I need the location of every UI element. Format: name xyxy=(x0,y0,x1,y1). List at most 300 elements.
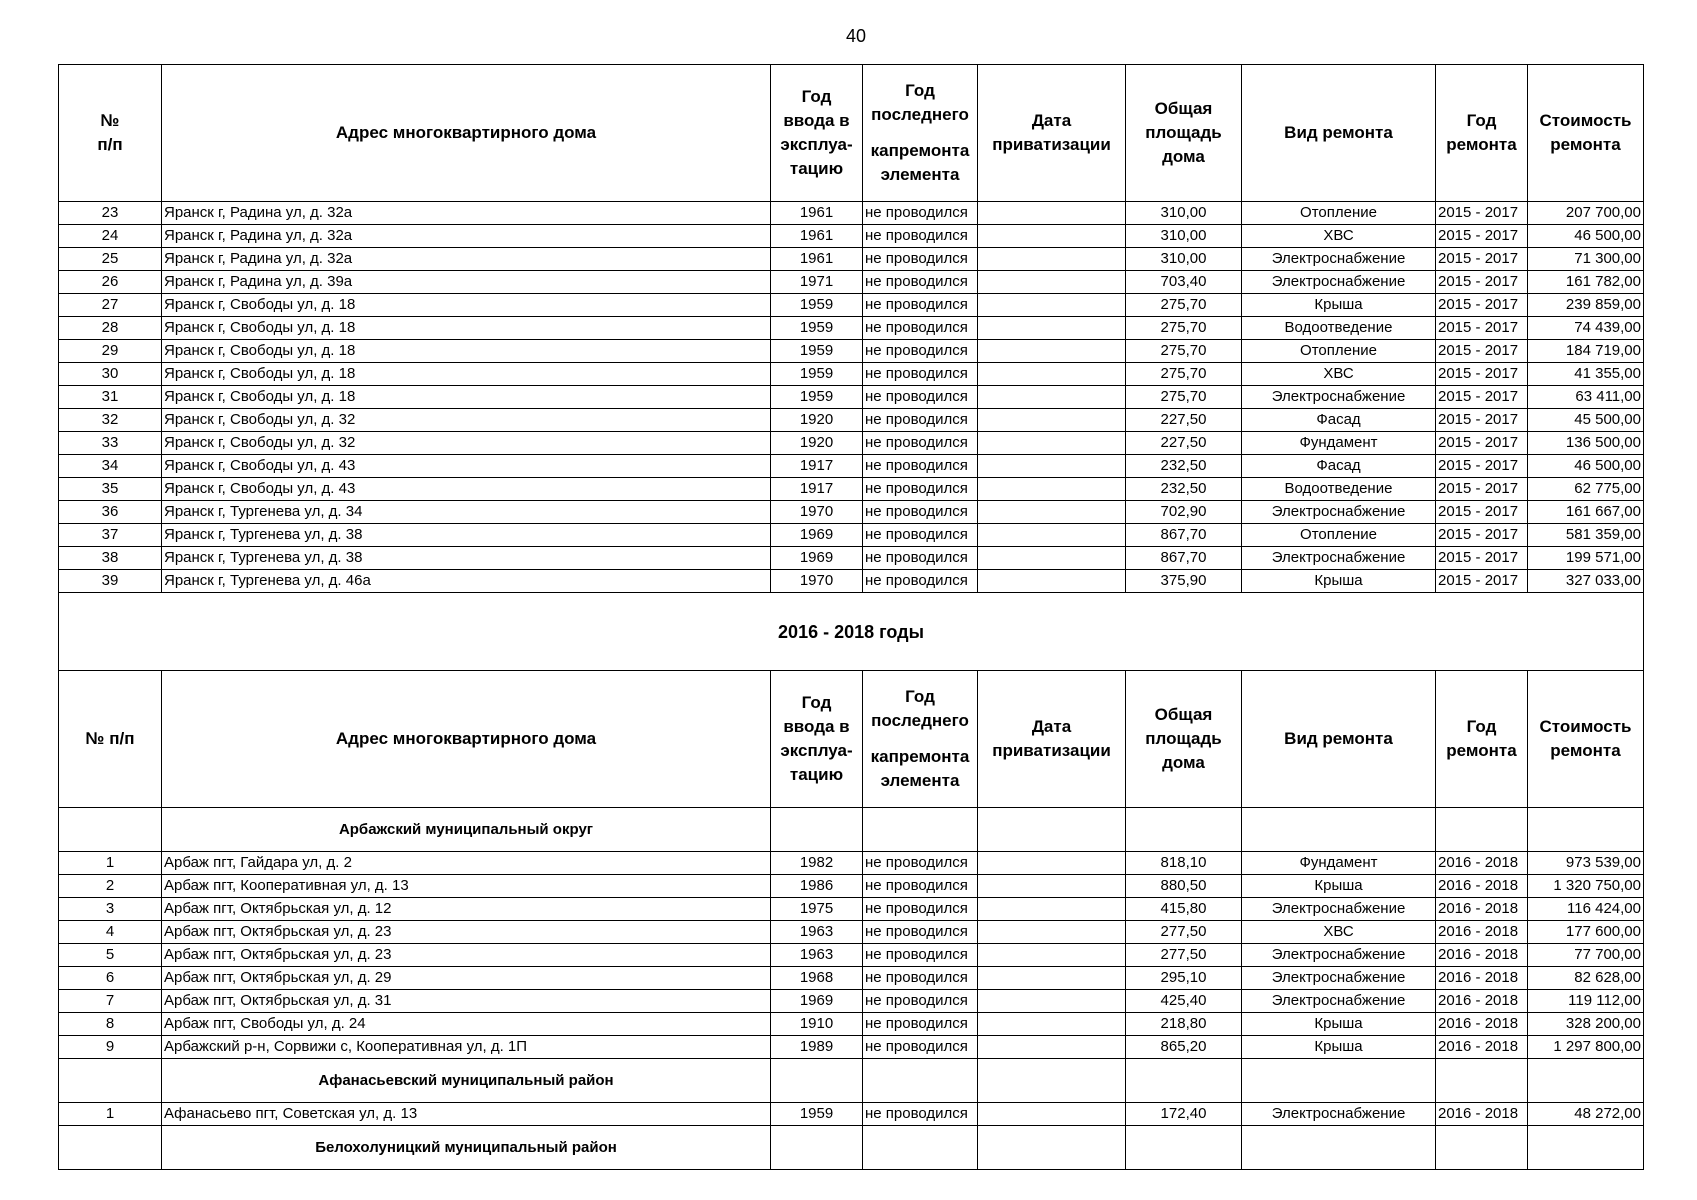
row-repair-kind: Водоотведение xyxy=(1242,478,1436,501)
row-address: Арбаж пгт, Октябрьская ул, д. 23 xyxy=(162,944,771,967)
header-line: ввода в xyxy=(783,717,850,736)
row-address: Арбаж пгт, Кооперативная ул, д. 13 xyxy=(162,875,771,898)
row-year-built: 1959 xyxy=(771,1103,863,1126)
row-address: Яранск г, Свободы ул, д. 32 xyxy=(162,409,771,432)
row-number: 4 xyxy=(59,921,162,944)
region-empty-cell xyxy=(1528,1059,1644,1103)
row-last-repair: не проводился xyxy=(863,340,978,363)
table-row xyxy=(59,921,1644,944)
row-privatization xyxy=(978,875,1126,898)
row-privatization xyxy=(978,432,1126,455)
table-row xyxy=(59,294,1644,317)
header-line: приватизации xyxy=(992,135,1111,154)
row-number: 38 xyxy=(59,547,162,570)
row-last-repair: не проводился xyxy=(863,386,978,409)
row-year-built: 1963 xyxy=(771,944,863,967)
row-repair-period: 2016 - 2018 xyxy=(1436,944,1528,967)
row-cost: 1 297 800,00 xyxy=(1528,1036,1644,1059)
row-address: Яранск г, Радина ул, д. 32а xyxy=(162,248,771,271)
row-cost: 41 355,00 xyxy=(1528,363,1644,386)
row-year-built: 1982 xyxy=(771,852,863,875)
row-last-repair: не проводился xyxy=(863,225,978,248)
row-last-repair: не проводился xyxy=(863,1013,978,1036)
row-number: 34 xyxy=(59,455,162,478)
row-privatization xyxy=(978,547,1126,570)
row-number: 2 xyxy=(59,875,162,898)
row-last-repair: не проводился xyxy=(863,1036,978,1059)
row-privatization xyxy=(978,386,1126,409)
header-last-repair xyxy=(863,65,978,202)
row-privatization xyxy=(978,271,1126,294)
row-cost: 327 033,00 xyxy=(1528,570,1644,593)
header-cost xyxy=(1528,65,1644,202)
row-cost: 63 411,00 xyxy=(1528,386,1644,409)
row-area: 415,80 xyxy=(1126,898,1242,921)
row-cost: 177 600,00 xyxy=(1528,921,1644,944)
row-repair-period: 2015 - 2017 xyxy=(1436,294,1528,317)
row-area: 703,40 xyxy=(1126,271,1242,294)
row-repair-kind: ХВС xyxy=(1242,921,1436,944)
header-line: приватизации xyxy=(992,741,1111,760)
row-number: 3 xyxy=(59,898,162,921)
header-line: элемента xyxy=(880,771,960,790)
row-address: Яранск г, Свободы ул, д. 18 xyxy=(162,340,771,363)
header-line: элемента xyxy=(880,165,960,184)
table-row xyxy=(59,1013,1644,1036)
row-privatization xyxy=(978,363,1126,386)
table-row xyxy=(59,944,1644,967)
row-address: Арбаж пгт, Свободы ул, д. 24 xyxy=(162,1013,771,1036)
row-address: Яранск г, Тургенева ул, д. 34 xyxy=(162,501,771,524)
row-repair-period: 2015 - 2017 xyxy=(1436,478,1528,501)
row-privatization xyxy=(978,478,1126,501)
row-cost: 46 500,00 xyxy=(1528,225,1644,248)
header-privatization xyxy=(978,671,1126,808)
header-line: площадь xyxy=(1145,123,1222,142)
row-year-built: 1970 xyxy=(771,570,863,593)
row-cost: 45 500,00 xyxy=(1528,409,1644,432)
row-number: 35 xyxy=(59,478,162,501)
row-repair-kind: Электроснабжение xyxy=(1242,547,1436,570)
table-row xyxy=(59,852,1644,875)
row-number: 24 xyxy=(59,225,162,248)
row-address: Яранск г, Радина ул, д. 32а xyxy=(162,225,771,248)
row-cost: 74 439,00 xyxy=(1528,317,1644,340)
region-empty-cell xyxy=(863,1126,978,1170)
row-cost: 1 320 750,00 xyxy=(1528,875,1644,898)
row-privatization xyxy=(978,317,1126,340)
header-repair-kind: Вид ремонта xyxy=(1242,671,1436,808)
region-title: Афанасьевский муниципальный район xyxy=(162,1059,771,1103)
header-line: ремонта xyxy=(1550,135,1621,154)
row-area: 867,70 xyxy=(1126,547,1242,570)
row-year-built: 1986 xyxy=(771,875,863,898)
row-last-repair: не проводился xyxy=(863,478,978,501)
row-repair-kind: ХВС xyxy=(1242,363,1436,386)
header-row xyxy=(59,671,1644,808)
header-year-built xyxy=(771,671,863,808)
row-repair-kind: Фундамент xyxy=(1242,432,1436,455)
table-row xyxy=(59,202,1644,225)
row-address: Яранск г, Свободы ул, д. 43 xyxy=(162,478,771,501)
row-cost: 46 500,00 xyxy=(1528,455,1644,478)
row-privatization xyxy=(978,990,1126,1013)
header-line: Стоимость xyxy=(1539,717,1632,736)
row-cost: 184 719,00 xyxy=(1528,340,1644,363)
row-last-repair: не проводился xyxy=(863,501,978,524)
row-number: 1 xyxy=(59,1103,162,1126)
row-repair-period: 2016 - 2018 xyxy=(1436,1013,1528,1036)
header-line: Стоимость xyxy=(1539,111,1632,130)
row-repair-period: 2015 - 2017 xyxy=(1436,386,1528,409)
header-num xyxy=(59,65,162,202)
row-privatization xyxy=(978,570,1126,593)
row-last-repair: не проводился xyxy=(863,524,978,547)
table-row xyxy=(59,1103,1644,1126)
header-address: Адрес многоквартирного дома xyxy=(162,671,771,808)
row-address: Яранск г, Свободы ул, д. 18 xyxy=(162,363,771,386)
row-number: 30 xyxy=(59,363,162,386)
row-year-built: 1969 xyxy=(771,990,863,1013)
row-repair-period: 2016 - 2018 xyxy=(1436,967,1528,990)
region-empty-cell xyxy=(1242,1126,1436,1170)
row-address: Яранск г, Свободы ул, д. 43 xyxy=(162,455,771,478)
header-line: Год xyxy=(801,693,832,712)
row-address: Афанасьево пгт, Советская ул, д. 13 xyxy=(162,1103,771,1126)
table-row xyxy=(59,875,1644,898)
region-empty-cell xyxy=(1436,1059,1528,1103)
row-privatization xyxy=(978,1036,1126,1059)
row-repair-period: 2015 - 2017 xyxy=(1436,524,1528,547)
row-privatization xyxy=(978,340,1126,363)
header-line: последнего xyxy=(871,105,969,124)
row-repair-period: 2015 - 2017 xyxy=(1436,202,1528,225)
table-row xyxy=(59,432,1644,455)
row-year-built: 1959 xyxy=(771,340,863,363)
row-privatization xyxy=(978,455,1126,478)
row-cost: 199 571,00 xyxy=(1528,547,1644,570)
row-cost: 581 359,00 xyxy=(1528,524,1644,547)
header-gap xyxy=(863,127,977,139)
header-line: тацию xyxy=(789,765,844,784)
row-repair-period: 2016 - 2018 xyxy=(1436,1036,1528,1059)
row-repair-period: 2015 - 2017 xyxy=(1436,340,1528,363)
header-num: № п/п xyxy=(59,671,162,808)
row-year-built: 1970 xyxy=(771,501,863,524)
row-area: 275,70 xyxy=(1126,386,1242,409)
row-repair-kind: Фундамент xyxy=(1242,852,1436,875)
row-area: 172,40 xyxy=(1126,1103,1242,1126)
row-repair-kind: Водоотведение xyxy=(1242,317,1436,340)
row-area: 310,00 xyxy=(1126,202,1242,225)
row-area: 275,70 xyxy=(1126,340,1242,363)
row-privatization xyxy=(978,501,1126,524)
row-year-built: 1963 xyxy=(771,921,863,944)
header-line: капремонта xyxy=(870,747,970,766)
row-year-built: 1971 xyxy=(771,271,863,294)
row-address: Арбаж пгт, Октябрьская ул, д. 29 xyxy=(162,967,771,990)
header-line: Общая xyxy=(1154,99,1213,118)
row-cost: 119 112,00 xyxy=(1528,990,1644,1013)
section-title: 2016 - 2018 годы xyxy=(59,593,1644,671)
row-repair-period: 2015 - 2017 xyxy=(1436,501,1528,524)
header-line: Год xyxy=(905,81,935,100)
row-year-built: 1917 xyxy=(771,455,863,478)
row-number: 1 xyxy=(59,852,162,875)
row-year-built: 1920 xyxy=(771,432,863,455)
row-area: 275,70 xyxy=(1126,363,1242,386)
row-repair-kind: Электроснабжение xyxy=(1242,386,1436,409)
row-repair-kind: Электроснабжение xyxy=(1242,271,1436,294)
row-repair-kind: Отопление xyxy=(1242,202,1436,225)
header-line: последнего xyxy=(871,711,969,730)
row-number: 29 xyxy=(59,340,162,363)
row-area: 232,50 xyxy=(1126,455,1242,478)
row-year-built: 1975 xyxy=(771,898,863,921)
table-row xyxy=(59,547,1644,570)
row-last-repair: не проводился xyxy=(863,852,978,875)
row-repair-kind: Крыша xyxy=(1242,1013,1436,1036)
table-row xyxy=(59,340,1644,363)
region-empty-cell xyxy=(59,808,162,852)
header-line: Год xyxy=(905,687,935,706)
header-line: ввода в xyxy=(783,111,850,130)
header-line: дома xyxy=(1162,147,1205,166)
row-area: 818,10 xyxy=(1126,852,1242,875)
header-area xyxy=(1126,671,1242,808)
header-line: дома xyxy=(1162,753,1205,772)
table-row xyxy=(59,990,1644,1013)
row-repair-kind: Отопление xyxy=(1242,524,1436,547)
row-repair-kind: ХВС xyxy=(1242,225,1436,248)
row-last-repair: не проводился xyxy=(863,990,978,1013)
row-privatization xyxy=(978,852,1126,875)
row-area: 218,80 xyxy=(1126,1013,1242,1036)
row-address: Яранск г, Тургенева ул, д. 46а xyxy=(162,570,771,593)
row-repair-period: 2016 - 2018 xyxy=(1436,852,1528,875)
row-cost: 973 539,00 xyxy=(1528,852,1644,875)
row-number: 39 xyxy=(59,570,162,593)
row-last-repair: не проводился xyxy=(863,570,978,593)
row-area: 865,20 xyxy=(1126,1036,1242,1059)
region-empty-cell xyxy=(1436,808,1528,852)
row-last-repair: не проводился xyxy=(863,967,978,990)
page-number: 40 xyxy=(845,26,867,46)
row-area: 232,50 xyxy=(1126,478,1242,501)
row-number: 9 xyxy=(59,1036,162,1059)
row-cost: 207 700,00 xyxy=(1528,202,1644,225)
row-last-repair: не проводился xyxy=(863,944,978,967)
region-empty-cell xyxy=(771,808,863,852)
region-empty-cell xyxy=(1242,808,1436,852)
header-line: Год xyxy=(801,87,832,106)
region-empty-cell xyxy=(1242,1059,1436,1103)
table-row xyxy=(59,317,1644,340)
row-last-repair: не проводился xyxy=(863,547,978,570)
row-repair-kind: Электроснабжение xyxy=(1242,944,1436,967)
row-address: Арбаж пгт, Гайдара ул, д. 2 xyxy=(162,852,771,875)
region-title: Белохолуницкий муниципальный район xyxy=(162,1126,771,1170)
row-cost: 71 300,00 xyxy=(1528,248,1644,271)
row-privatization xyxy=(978,1103,1126,1126)
region-empty-cell xyxy=(1126,808,1242,852)
table-row xyxy=(59,225,1644,248)
row-year-built: 1959 xyxy=(771,363,863,386)
row-area: 425,40 xyxy=(1126,990,1242,1013)
header-area xyxy=(1126,65,1242,202)
header-line: эксплуа- xyxy=(780,135,853,154)
region-empty-cell xyxy=(771,1059,863,1103)
header-line: ремонта xyxy=(1446,135,1517,154)
region-empty-cell xyxy=(59,1059,162,1103)
row-cost: 77 700,00 xyxy=(1528,944,1644,967)
row-cost: 136 500,00 xyxy=(1528,432,1644,455)
table-row xyxy=(59,1036,1644,1059)
repair-table xyxy=(58,64,1644,1170)
row-area: 310,00 xyxy=(1126,248,1242,271)
row-repair-period: 2015 - 2017 xyxy=(1436,363,1528,386)
row-repair-kind: Электроснабжение xyxy=(1242,990,1436,1013)
table-row xyxy=(59,271,1644,294)
row-year-built: 1969 xyxy=(771,547,863,570)
row-cost: 62 775,00 xyxy=(1528,478,1644,501)
row-repair-period: 2015 - 2017 xyxy=(1436,225,1528,248)
table-row xyxy=(59,524,1644,547)
section-row xyxy=(59,593,1644,671)
region-empty-cell xyxy=(978,808,1126,852)
row-year-built: 1910 xyxy=(771,1013,863,1036)
row-number: 23 xyxy=(59,202,162,225)
row-repair-kind: Электроснабжение xyxy=(1242,501,1436,524)
row-number: 32 xyxy=(59,409,162,432)
row-privatization xyxy=(978,1013,1126,1036)
row-area: 227,50 xyxy=(1126,432,1242,455)
row-privatization xyxy=(978,967,1126,990)
table-row xyxy=(59,455,1644,478)
header-line: Дата xyxy=(1031,717,1072,736)
row-number: 36 xyxy=(59,501,162,524)
row-repair-period: 2016 - 2018 xyxy=(1436,875,1528,898)
row-area: 702,90 xyxy=(1126,501,1242,524)
row-year-built: 1959 xyxy=(771,386,863,409)
row-number: 25 xyxy=(59,248,162,271)
row-last-repair: не проводился xyxy=(863,409,978,432)
region-empty-cell xyxy=(1126,1126,1242,1170)
table-row xyxy=(59,363,1644,386)
row-area: 295,10 xyxy=(1126,967,1242,990)
row-address: Арбаж пгт, Октябрьская ул, д. 31 xyxy=(162,990,771,1013)
row-address: Яранск г, Тургенева ул, д. 38 xyxy=(162,547,771,570)
row-address: Яранск г, Радина ул, д. 39а xyxy=(162,271,771,294)
row-privatization xyxy=(978,202,1126,225)
row-area: 375,90 xyxy=(1126,570,1242,593)
row-repair-kind: Крыша xyxy=(1242,1036,1436,1059)
row-number: 26 xyxy=(59,271,162,294)
table-row xyxy=(59,386,1644,409)
region-empty-cell xyxy=(1126,1059,1242,1103)
region-empty-cell xyxy=(1528,808,1644,852)
row-year-built: 1989 xyxy=(771,1036,863,1059)
row-privatization xyxy=(978,294,1126,317)
header-year-built xyxy=(771,65,863,202)
row-area: 277,50 xyxy=(1126,944,1242,967)
row-repair-period: 2015 - 2017 xyxy=(1436,455,1528,478)
region-empty-cell xyxy=(59,1126,162,1170)
header-line: тацию xyxy=(789,159,844,178)
row-number: 6 xyxy=(59,967,162,990)
row-cost: 161 782,00 xyxy=(1528,271,1644,294)
header-line: Дата xyxy=(1031,111,1072,130)
row-area: 227,50 xyxy=(1126,409,1242,432)
row-year-built: 1969 xyxy=(771,524,863,547)
row-last-repair: не проводился xyxy=(863,898,978,921)
row-address: Яранск г, Свободы ул, д. 18 xyxy=(162,294,771,317)
row-number: 8 xyxy=(59,1013,162,1036)
row-repair-period: 2016 - 2018 xyxy=(1436,898,1528,921)
row-address: Яранск г, Свободы ул, д. 32 xyxy=(162,432,771,455)
row-area: 275,70 xyxy=(1126,294,1242,317)
row-area: 277,50 xyxy=(1126,921,1242,944)
row-last-repair: не проводился xyxy=(863,455,978,478)
row-last-repair: не проводился xyxy=(863,363,978,386)
row-last-repair: не проводился xyxy=(863,1103,978,1126)
row-privatization xyxy=(978,524,1126,547)
header-gap xyxy=(863,733,977,745)
row-cost: 48 272,00 xyxy=(1528,1103,1644,1126)
header-repair-year xyxy=(1436,65,1528,202)
header-line: эксплуа- xyxy=(780,741,853,760)
row-privatization xyxy=(978,898,1126,921)
row-area: 310,00 xyxy=(1126,225,1242,248)
row-year-built: 1917 xyxy=(771,478,863,501)
header-repair-year xyxy=(1436,671,1528,808)
header-line: Год xyxy=(1466,111,1497,130)
row-address: Яранск г, Тургенева ул, д. 38 xyxy=(162,524,771,547)
region-empty-cell xyxy=(978,1126,1126,1170)
row-cost: 116 424,00 xyxy=(1528,898,1644,921)
row-year-built: 1961 xyxy=(771,202,863,225)
row-repair-period: 2015 - 2017 xyxy=(1436,271,1528,294)
row-repair-kind: Крыша xyxy=(1242,294,1436,317)
row-address: Арбаж пгт, Октябрьская ул, д. 23 xyxy=(162,921,771,944)
row-address: Яранск г, Свободы ул, д. 18 xyxy=(162,317,771,340)
row-year-built: 1959 xyxy=(771,294,863,317)
row-number: 7 xyxy=(59,990,162,1013)
row-cost: 328 200,00 xyxy=(1528,1013,1644,1036)
header-line: площадь xyxy=(1145,729,1222,748)
row-repair-kind: Отопление xyxy=(1242,340,1436,363)
row-last-repair: не проводился xyxy=(863,432,978,455)
row-cost: 239 859,00 xyxy=(1528,294,1644,317)
row-last-repair: не проводился xyxy=(863,202,978,225)
row-privatization xyxy=(978,248,1126,271)
header-line: Общая xyxy=(1154,705,1213,724)
header-address: Адрес многоквартирного дома xyxy=(162,65,771,202)
region-empty-cell xyxy=(771,1126,863,1170)
row-privatization xyxy=(978,921,1126,944)
region-empty-cell xyxy=(1528,1126,1644,1170)
row-privatization xyxy=(978,409,1126,432)
region-title: Арбажский муниципальный округ xyxy=(162,808,771,852)
row-number: 5 xyxy=(59,944,162,967)
header-line: п/п xyxy=(97,135,123,154)
row-repair-period: 2015 - 2017 xyxy=(1436,570,1528,593)
row-year-built: 1920 xyxy=(771,409,863,432)
header-cost xyxy=(1528,671,1644,808)
row-year-built: 1959 xyxy=(771,317,863,340)
row-repair-kind: Фасад xyxy=(1242,409,1436,432)
row-cost: 161 667,00 xyxy=(1528,501,1644,524)
